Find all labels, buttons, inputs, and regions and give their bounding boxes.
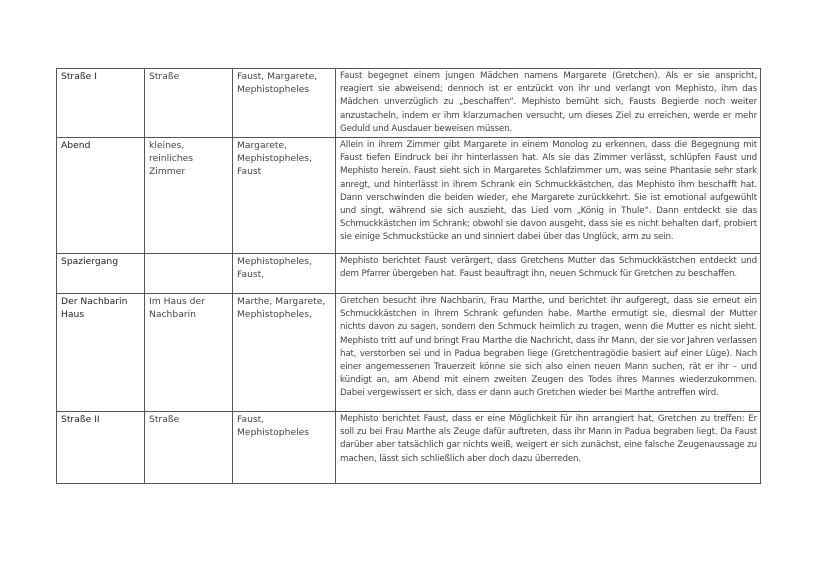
table-row — [57, 412, 761, 484]
scene-cell: Straße I — [57, 69, 145, 138]
content-cell: Mephisto berichtet Faust verärgert, dass Gretchens Mutter das Schmuckkästchen entdeckt und dem Pfarrer übergeben hat. Faust beauftragt ihn, neuen Schmuck für Gretchen zu beschaffen. — [336, 254, 761, 294]
content-cell: Faust begegnet einem jungen Mädchen namens Margarete (Gretchen). Als er sie anspricht, reagiert sie abweisend; dennoch ist er entzückt von ihr und verlangt von Mephisto, ihm das Mädchen unverzüglich zu „beschaffen“. Mephisto bemüht sich, Fausts Begierde noch weiter anzustacheln, indem er ihm klarzumachen versucht, um dieses Ziel zu erreichen, werde er mehr Geduld und Ausdauer beweisen müssen. — [336, 69, 761, 138]
scene-cell: Spaziergang — [57, 254, 145, 294]
place-cell: Im Haus der Nachbarin — [145, 294, 233, 412]
content-cell: Gretchen besucht ihre Nachbarin, Frau Marthe, und berichtet ihr aufgeregt, dass sie erneut ein Schmuckkästchen in ihrem Schrank gefunden habe. Marthe ermutigt sie, diesmal der Mutter nichts davon zu sagen, sondern den Schmuck heimlich zu tragen, wenn die Mutter es nicht sieht. Mephisto tritt auf und bringt Frau Marthe die Nachricht, dass ihr Mann, der sie vor Jahren verlassen hat, verstorben sei und in Padua begraben liege (Gretchentragödie basiert auf einer Lüge). Nach einer angemessenen Trauerzeit könne sie sich also einen neuen Mann suchen, rät er ihr – und kündigt an, am Abend mit einem zweiten Zeugen des Todes ihres Mannes wiederzukommen. Dabei vergewissert er sich, dass er dann auch Gretchen wieder bei Marthe antreffen wird. — [336, 294, 761, 412]
table-row — [57, 254, 761, 294]
people-cell: Mephistopheles, Faust, — [233, 254, 336, 294]
table-row — [57, 294, 761, 412]
scene-cell: Straße II — [57, 412, 145, 484]
table-row — [57, 138, 761, 254]
place-cell: Straße — [145, 412, 233, 484]
scene-cell: Der Nachbarin Haus — [57, 294, 145, 412]
scene-table — [56, 68, 761, 484]
place-cell: kleines, reinliches Zimmer — [145, 138, 233, 254]
content-cell: Mephisto berichtet Faust, dass er eine Möglichkeit für ihn arrangiert hat, Gretchen zu treffen: Er soll zu bei Frau Marthe als Zeuge dafür auftreten, dass ihr Mann in Padua begraben liegt. Da Faust darüber aber tatsächlich gar nichts weiß, weigert er sich zunächst, eine falsche Zeugenaussage zu machen, lässt sich schließlich aber doch dazu überreden. — [336, 412, 761, 484]
people-cell: Faust, Margarete, Mephistopheles — [233, 69, 336, 138]
content-cell: Allein in ihrem Zimmer gibt Margarete in einem Monolog zu erkennen, dass die Begegnung mit Faust tiefen Eindruck bei ihr hinterlassen hat. Als sie das Zimmer verlässt, schlüpfen Faust und Mephisto herein. Faust sieht sich in Margaretes Schlafzimmer um, was seine Phantasie sehr stark anregt, und hinterlässt in ihrem Schrank ein Schmuckkästchen, das Mephisto ihm beschafft hat. Dann verschwinden die beiden wieder, ehe Margarete zurückkehrt. Sie ist emotional aufgewühlt und singt, während sie sich auszieht, das Lied vom „König in Thule“. Dann entdeckt sie das Schmuckkästchen im Schrank; obwohl sie davon ausgeht, dass sie es nicht behalten darf, probiert sie einige Schmuckstücke an und sinniert dabei über das Unglück, arm zu sein. — [336, 138, 761, 254]
people-cell: Faust, Mephistopheles — [233, 412, 336, 484]
table-row — [57, 69, 761, 138]
place-cell — [145, 254, 233, 294]
people-cell: Marthe, Margarete, Mephistopheles, — [233, 294, 336, 412]
scene-cell: Abend — [57, 138, 145, 254]
place-cell: Straße — [145, 69, 233, 138]
people-cell: Margarete, Mephistopheles, Faust — [233, 138, 336, 254]
